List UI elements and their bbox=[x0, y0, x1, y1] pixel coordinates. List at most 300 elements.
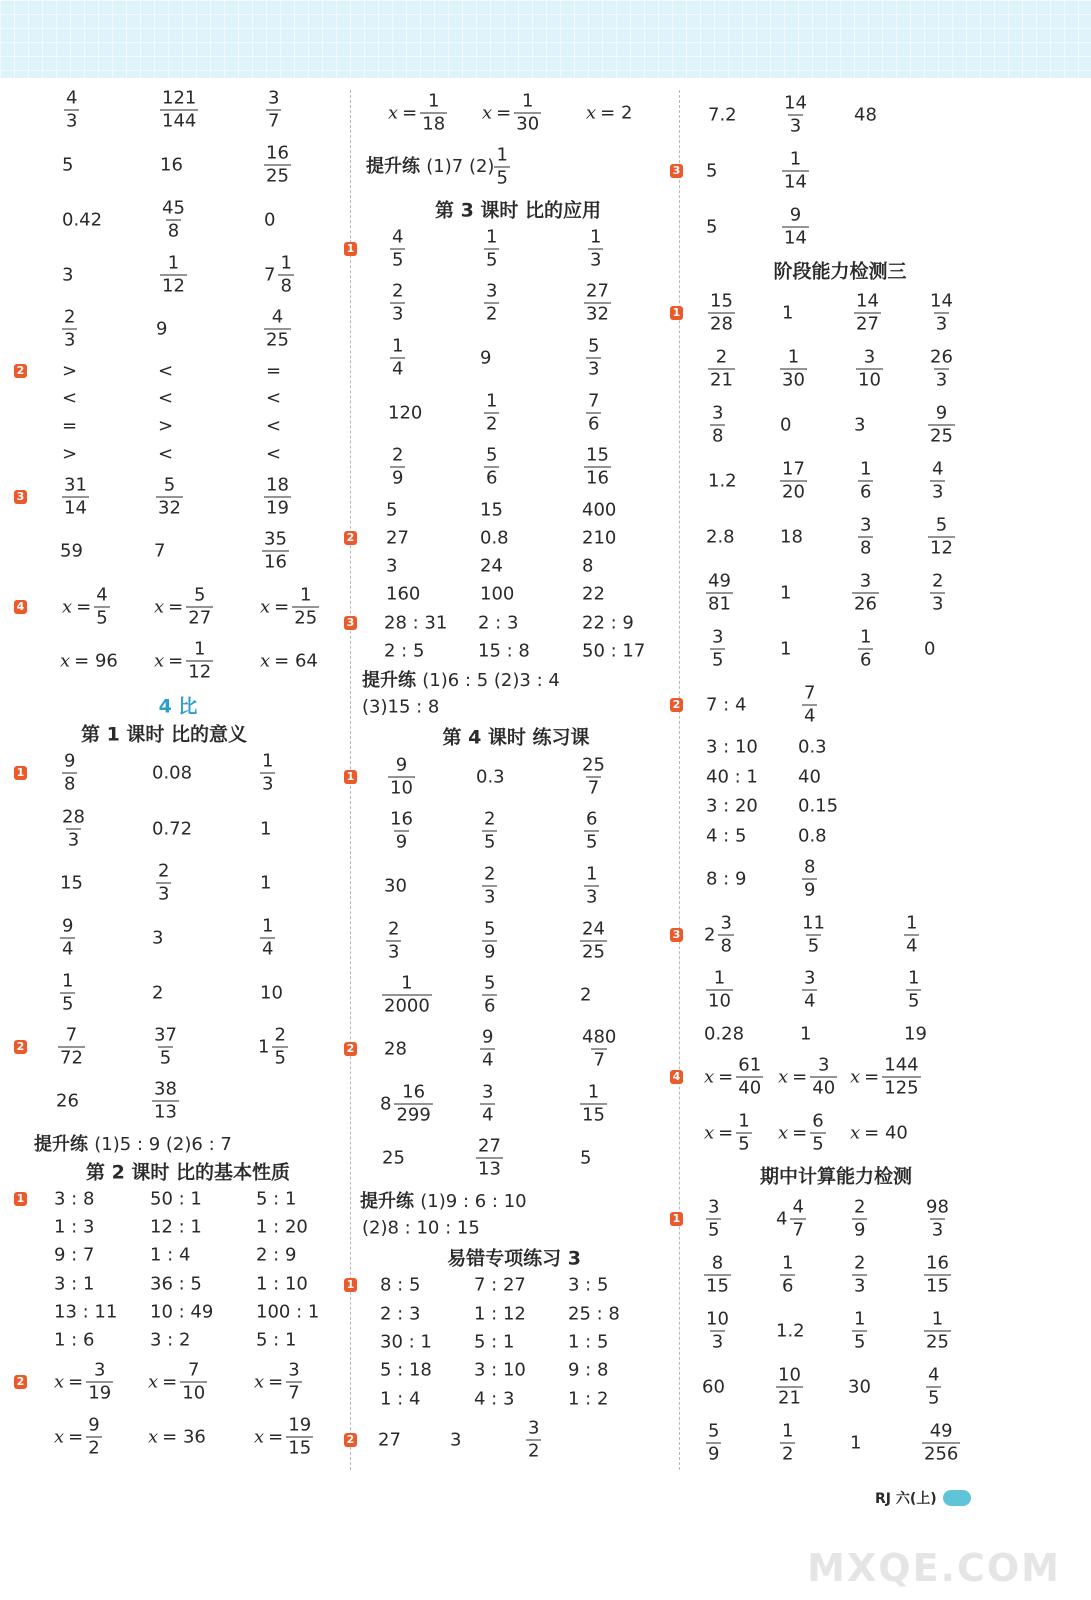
fraction bbox=[924, 1252, 951, 1297]
numerator: 9 bbox=[64, 750, 76, 772]
numerator: 1 bbox=[782, 1420, 794, 1442]
answer-cell bbox=[380, 1081, 433, 1126]
practice-label: 提升练 bbox=[362, 670, 423, 691]
fraction bbox=[706, 570, 733, 615]
numerator: 37 bbox=[154, 1024, 177, 1046]
answer-cell: 28 : 31 bbox=[384, 612, 448, 634]
answer-cell bbox=[710, 402, 725, 447]
question-number-badge: 3 bbox=[14, 490, 27, 504]
fraction bbox=[904, 912, 919, 957]
denominator: 2 bbox=[486, 303, 498, 325]
numerator: 31 bbox=[64, 474, 87, 496]
numerator: 2 bbox=[715, 346, 728, 368]
answer-cell: 4 : 5 bbox=[706, 825, 747, 847]
answer-cell: 12 : 1 bbox=[150, 1216, 202, 1238]
answer-cell bbox=[154, 584, 213, 629]
numerator: 14 bbox=[856, 290, 879, 312]
answer-cell bbox=[710, 626, 725, 671]
answer-cell bbox=[254, 1414, 313, 1459]
denominator: 3 bbox=[586, 886, 598, 908]
fraction bbox=[388, 808, 415, 853]
denominator: 72 bbox=[60, 1047, 83, 1069]
denominator: 10 bbox=[182, 1382, 206, 1404]
numerator: 2 bbox=[388, 918, 400, 940]
answer-cell bbox=[850, 1054, 921, 1099]
answer-cell: 0.3 bbox=[476, 766, 505, 788]
fraction bbox=[266, 87, 281, 132]
denominator: 25 bbox=[926, 1331, 949, 1353]
variable: x bbox=[778, 1066, 789, 1088]
denominator: 19 bbox=[88, 1382, 112, 1404]
variable: x bbox=[148, 1371, 159, 1393]
numerator: 16 bbox=[926, 1252, 949, 1274]
answer-cell bbox=[926, 1364, 941, 1409]
denominator: 28 bbox=[710, 313, 733, 335]
answer-cell: > bbox=[158, 415, 174, 437]
numerator: 1 bbox=[586, 863, 598, 885]
variable: x bbox=[54, 1426, 65, 1448]
fraction bbox=[782, 204, 809, 249]
denominator: 5 bbox=[392, 249, 404, 271]
numerator: 7 bbox=[588, 390, 600, 412]
answer-cell bbox=[584, 863, 599, 908]
numerator: 1 bbox=[713, 967, 726, 989]
denominator: 4 bbox=[262, 938, 274, 960]
numerator: 2 bbox=[932, 570, 944, 592]
denominator: 5 bbox=[928, 1387, 940, 1409]
fraction bbox=[852, 570, 879, 615]
denominator: 8 bbox=[64, 773, 76, 795]
fraction bbox=[480, 1026, 495, 1071]
answer-cell: 5 : 1 bbox=[256, 1329, 297, 1351]
answer-cell: < bbox=[266, 415, 282, 437]
denominator: 9 bbox=[395, 831, 408, 853]
fraction bbox=[704, 1308, 731, 1353]
denominator: 4 bbox=[392, 358, 404, 380]
answer-cell: 27 bbox=[378, 1429, 401, 1451]
numerator: 6 bbox=[586, 808, 598, 830]
fraction bbox=[580, 754, 607, 799]
section-heading: 第 3 课时 比的应用 bbox=[434, 199, 602, 222]
answer-cell bbox=[148, 1359, 207, 1404]
fraction bbox=[802, 856, 817, 901]
variable: x bbox=[254, 1371, 265, 1393]
equals-sign: = bbox=[718, 1122, 734, 1144]
answer-cell: 0.08 bbox=[152, 762, 193, 784]
numerator: 1 bbox=[486, 226, 498, 248]
denominator: 3 bbox=[158, 883, 170, 905]
fraction bbox=[482, 972, 497, 1017]
practice-label: 提升练 bbox=[366, 156, 427, 177]
section-heading: 第 4 课时 练习课 bbox=[442, 726, 590, 749]
denominator: 15 bbox=[582, 1104, 605, 1126]
question-number-badge: 2 bbox=[14, 364, 27, 378]
answer-cell: 48 bbox=[854, 104, 877, 126]
section-heading: 期中计算能力检测 bbox=[759, 1165, 913, 1188]
answer-cell bbox=[54, 1359, 113, 1404]
numerator: 144 bbox=[884, 1054, 919, 1076]
answer-cell: 1 : 10 bbox=[256, 1273, 308, 1295]
answer-cell bbox=[778, 1054, 837, 1099]
fraction bbox=[260, 750, 275, 795]
practice-answer: (3)15 : 8 bbox=[362, 696, 440, 718]
fraction bbox=[780, 458, 807, 503]
denominator: 8 bbox=[720, 935, 732, 957]
variable: x bbox=[850, 1122, 861, 1144]
question-number-badge: 3 bbox=[670, 928, 683, 942]
variable: x bbox=[704, 1066, 715, 1088]
fraction bbox=[482, 863, 497, 908]
fraction bbox=[390, 280, 405, 325]
denominator: 5 bbox=[159, 1047, 172, 1069]
fraction bbox=[160, 87, 198, 132]
numerator: 4 bbox=[392, 226, 404, 248]
answer-cell: 210 bbox=[582, 527, 617, 549]
fraction bbox=[152, 1024, 179, 1069]
answer-cell: 1 bbox=[800, 1023, 812, 1045]
fraction bbox=[586, 390, 601, 435]
denominator: 5 bbox=[712, 649, 724, 671]
denominator: 4 bbox=[482, 1049, 494, 1071]
answer-cell bbox=[852, 1196, 867, 1241]
answer-cell bbox=[906, 967, 921, 1012]
fraction bbox=[718, 912, 733, 957]
denominator: 8 bbox=[280, 275, 292, 297]
numerator: 2 bbox=[274, 1024, 286, 1046]
denominator: 26 bbox=[854, 593, 877, 615]
answer-cell bbox=[390, 444, 405, 489]
numerator: 4 bbox=[792, 1196, 804, 1218]
answer-cell: 0 bbox=[264, 209, 276, 231]
answer-cell bbox=[152, 1024, 179, 1069]
answer-cell: > bbox=[62, 360, 78, 382]
answer-cell bbox=[580, 918, 607, 963]
numerator: 1 bbox=[280, 252, 292, 274]
answer-cell: 40 bbox=[798, 766, 821, 788]
fraction bbox=[390, 444, 405, 489]
fraction bbox=[810, 1110, 825, 1155]
question-number-badge: 3 bbox=[344, 616, 357, 630]
denominator: 6 bbox=[782, 1275, 794, 1297]
answer-cell bbox=[584, 280, 611, 325]
denominator: 15 bbox=[706, 1275, 729, 1297]
answer-cell bbox=[858, 626, 873, 671]
variable: x bbox=[388, 102, 399, 124]
numerator: 1 bbox=[906, 912, 918, 934]
answer-cell bbox=[802, 856, 817, 901]
fraction bbox=[858, 626, 873, 671]
answer-cell: 25 bbox=[382, 1147, 405, 1169]
answer-cell: 3 : 20 bbox=[706, 795, 758, 817]
fraction bbox=[86, 1359, 113, 1404]
practice-answer: (1)7 (2) bbox=[426, 156, 495, 177]
numerator: 3 bbox=[860, 514, 872, 536]
answer-cell: 5 bbox=[706, 160, 718, 182]
answer-cell bbox=[60, 806, 87, 851]
answer-cell bbox=[390, 226, 405, 271]
fraction bbox=[62, 474, 89, 519]
denominator: 10 bbox=[858, 369, 881, 391]
fraction bbox=[802, 967, 817, 1012]
fraction bbox=[924, 1308, 951, 1353]
answer-cell bbox=[708, 290, 735, 335]
fraction bbox=[780, 1420, 795, 1465]
answer-cell bbox=[802, 682, 817, 727]
answer-cell: 0 bbox=[780, 414, 792, 436]
denominator: 40 bbox=[812, 1077, 836, 1099]
numerator: 5 bbox=[708, 1420, 720, 1442]
numerator: 4 bbox=[96, 584, 108, 606]
denominator: 5 bbox=[854, 1331, 866, 1353]
answer-cell bbox=[482, 918, 497, 963]
fraction bbox=[394, 1081, 432, 1126]
denominator: 25 bbox=[266, 329, 289, 351]
denominator: 4 bbox=[62, 938, 74, 960]
practice-answer: (2)8 : 10 : 15 bbox=[362, 1217, 480, 1239]
whole-part: 7 bbox=[264, 264, 276, 286]
denominator: 256 bbox=[924, 1443, 959, 1465]
fraction bbox=[584, 280, 611, 325]
equals-sign: = bbox=[168, 596, 184, 618]
denominator: 5 bbox=[807, 935, 820, 957]
denominator: 3 bbox=[588, 358, 600, 380]
numerator: 3 bbox=[863, 346, 876, 368]
denominator: 3 bbox=[388, 941, 400, 963]
numerator: 9 bbox=[482, 1026, 494, 1048]
fraction bbox=[420, 90, 447, 135]
denominator: 7 bbox=[587, 777, 600, 799]
denominator: 4 bbox=[804, 705, 816, 727]
denominator: 2000 bbox=[384, 995, 430, 1017]
denominator: 3 bbox=[932, 593, 944, 615]
answer-cell: 5 bbox=[706, 216, 718, 238]
fraction bbox=[856, 346, 883, 391]
fraction bbox=[928, 514, 955, 559]
equals-sign: = bbox=[76, 596, 92, 618]
answer-cell bbox=[480, 1081, 495, 1126]
answer-cell bbox=[482, 972, 497, 1017]
answer-cell: 60 bbox=[702, 1376, 725, 1398]
answer-cell: 0.42 bbox=[62, 209, 103, 231]
fraction bbox=[388, 754, 415, 799]
fraction bbox=[906, 967, 921, 1012]
equals-sign: = bbox=[268, 1371, 284, 1393]
numerator: 27 bbox=[586, 280, 609, 302]
answer-cell bbox=[708, 346, 735, 391]
numerator: 3 bbox=[712, 626, 724, 648]
denominator: 40 bbox=[738, 1077, 762, 1099]
answer-cell: < bbox=[158, 387, 174, 409]
answer-cell bbox=[260, 915, 275, 960]
fraction bbox=[852, 1308, 867, 1353]
answer-cell: 1.2 bbox=[708, 470, 737, 492]
fraction bbox=[928, 290, 955, 335]
question-number-badge: 3 bbox=[670, 164, 683, 178]
numerator: 1 bbox=[931, 1308, 944, 1330]
practice-line bbox=[362, 697, 439, 718]
numerator: 25 bbox=[582, 754, 605, 776]
answer-cell bbox=[586, 390, 601, 435]
numerator: 480 bbox=[582, 1026, 617, 1048]
denominator: 3 bbox=[64, 329, 76, 351]
numerator: 3 bbox=[288, 1359, 300, 1381]
answer-cell bbox=[802, 967, 817, 1012]
fraction bbox=[484, 226, 499, 271]
answer-cell: 1 : 12 bbox=[474, 1303, 526, 1325]
denominator: 2 bbox=[528, 1440, 540, 1462]
question-number-badge: 1 bbox=[670, 1212, 683, 1226]
fraction bbox=[782, 92, 809, 137]
fraction bbox=[272, 1024, 287, 1069]
answer-cell: 2.8 bbox=[706, 526, 735, 548]
section-heading: 第 2 课时 比的基本性质 bbox=[85, 1161, 291, 1184]
fraction bbox=[776, 1364, 803, 1409]
fraction bbox=[706, 1196, 721, 1241]
answer-cell bbox=[704, 1308, 731, 1353]
denominator: 6 bbox=[860, 481, 872, 503]
fraction bbox=[782, 148, 809, 193]
answer-cell bbox=[484, 444, 499, 489]
numerator: 11 bbox=[802, 912, 825, 934]
answer-cell: 3 : 10 bbox=[706, 736, 758, 758]
answer-cell: 1.2 bbox=[776, 1320, 805, 1342]
answer-cell bbox=[704, 912, 734, 957]
numerator: 6 bbox=[812, 1110, 824, 1132]
fraction bbox=[852, 1252, 867, 1297]
variable: x bbox=[586, 102, 597, 124]
numerator: 10 bbox=[778, 1364, 801, 1386]
answer-cell bbox=[780, 1420, 795, 1465]
numerator: 10 bbox=[706, 1308, 729, 1330]
fraction bbox=[60, 806, 87, 851]
denominator: 10 bbox=[390, 777, 413, 799]
numerator: 1 bbox=[299, 584, 312, 606]
numerator: 24 bbox=[582, 918, 605, 940]
answer-cell bbox=[62, 750, 77, 795]
fraction bbox=[264, 474, 291, 519]
variable: x bbox=[154, 596, 165, 618]
numerator: 3 bbox=[482, 1081, 494, 1103]
denominator: 3 bbox=[932, 481, 944, 503]
answer-cell bbox=[388, 90, 447, 135]
numerator: 8 bbox=[711, 1252, 724, 1274]
answer-cell bbox=[704, 1054, 763, 1099]
fraction bbox=[386, 918, 401, 963]
equals-sign: = bbox=[792, 1122, 808, 1144]
answer-cell: 2 : 5 bbox=[384, 640, 425, 662]
answer-cell: 5 bbox=[386, 499, 398, 521]
denominator: 3 bbox=[262, 773, 274, 795]
numerator: 1 bbox=[789, 148, 802, 170]
denominator: 6 bbox=[860, 649, 872, 671]
answer-cell bbox=[264, 252, 294, 297]
answer-cell bbox=[924, 1252, 951, 1297]
answer-cell bbox=[152, 1078, 179, 1123]
answer-cell: 1 : 20 bbox=[256, 1216, 308, 1238]
fraction bbox=[858, 514, 873, 559]
numerator: 1 bbox=[392, 335, 404, 357]
answer-cell: 1 : 3 bbox=[54, 1216, 95, 1238]
denominator: 15 bbox=[926, 1275, 949, 1297]
numerator: 3 bbox=[720, 912, 732, 934]
fraction bbox=[706, 1420, 721, 1465]
denominator: 19 bbox=[266, 497, 289, 519]
answer-cell bbox=[852, 1308, 867, 1353]
numerator: 3 bbox=[712, 402, 724, 424]
answer-cell: 28 bbox=[384, 1038, 407, 1060]
answer-cell bbox=[484, 280, 499, 325]
denominator: 30 bbox=[516, 113, 540, 135]
whole-part: 2 bbox=[704, 924, 716, 946]
answer-cell bbox=[62, 306, 77, 351]
numerator: 1 bbox=[860, 458, 872, 480]
answer-cell: 100 bbox=[480, 583, 515, 605]
whole-part: 1 bbox=[258, 1036, 270, 1058]
numerator: 16 bbox=[402, 1081, 426, 1103]
numerator: 9 bbox=[88, 1414, 100, 1436]
fraction bbox=[60, 915, 75, 960]
equals-sign: = bbox=[162, 1371, 178, 1393]
numerator: 3 bbox=[817, 1054, 830, 1076]
variable: x bbox=[60, 650, 71, 672]
answer-cell bbox=[584, 808, 599, 853]
numerator: 3 bbox=[93, 1359, 106, 1381]
answer-cell: 1 bbox=[780, 638, 792, 660]
answer-cell: 27 bbox=[386, 527, 409, 549]
answer-cell: 1 bbox=[850, 1432, 862, 1454]
fraction bbox=[484, 390, 499, 435]
fraction bbox=[64, 87, 79, 132]
answer-cell bbox=[930, 458, 945, 503]
variable: x bbox=[260, 650, 271, 672]
answer-cell bbox=[260, 750, 275, 795]
numerator: 1 bbox=[738, 1110, 750, 1132]
answer-cell: 40 : 1 bbox=[706, 766, 758, 788]
denominator: 8 bbox=[712, 425, 724, 447]
numerator: 18 bbox=[266, 474, 289, 496]
denominator: 15 bbox=[288, 1437, 312, 1459]
numerator: 1 bbox=[62, 970, 74, 992]
denominator: 9 bbox=[484, 941, 496, 963]
variable: x bbox=[54, 1371, 65, 1393]
fraction bbox=[736, 1110, 751, 1155]
watermark: MXQE.COM bbox=[807, 1546, 1061, 1590]
fraction bbox=[588, 226, 603, 271]
fraction bbox=[286, 1414, 313, 1459]
denominator: 2 bbox=[88, 1437, 100, 1459]
answer-cell bbox=[148, 1427, 206, 1448]
fraction bbox=[802, 682, 817, 727]
answer-cell: 5 : 1 bbox=[256, 1188, 297, 1210]
answer-cell: 0.15 bbox=[798, 795, 839, 817]
equation-value: = 40 bbox=[864, 1122, 908, 1144]
column-divider bbox=[679, 90, 680, 1470]
equals-sign: = bbox=[402, 102, 418, 124]
denominator: 125 bbox=[884, 1077, 919, 1099]
numerator: 49 bbox=[708, 570, 731, 592]
variable: x bbox=[254, 1426, 265, 1448]
answer-cell bbox=[706, 570, 733, 615]
denominator: 25 bbox=[930, 425, 953, 447]
answer-cell: 0.8 bbox=[798, 825, 827, 847]
answer-cell bbox=[390, 280, 405, 325]
numerator: 27 bbox=[478, 1135, 501, 1157]
denominator: 2 bbox=[486, 413, 498, 435]
denominator: 6 bbox=[484, 995, 496, 1017]
answer-cell: < bbox=[62, 387, 78, 409]
answer-cell: 3 : 10 bbox=[474, 1359, 526, 1381]
denominator: 3 bbox=[711, 1331, 724, 1353]
